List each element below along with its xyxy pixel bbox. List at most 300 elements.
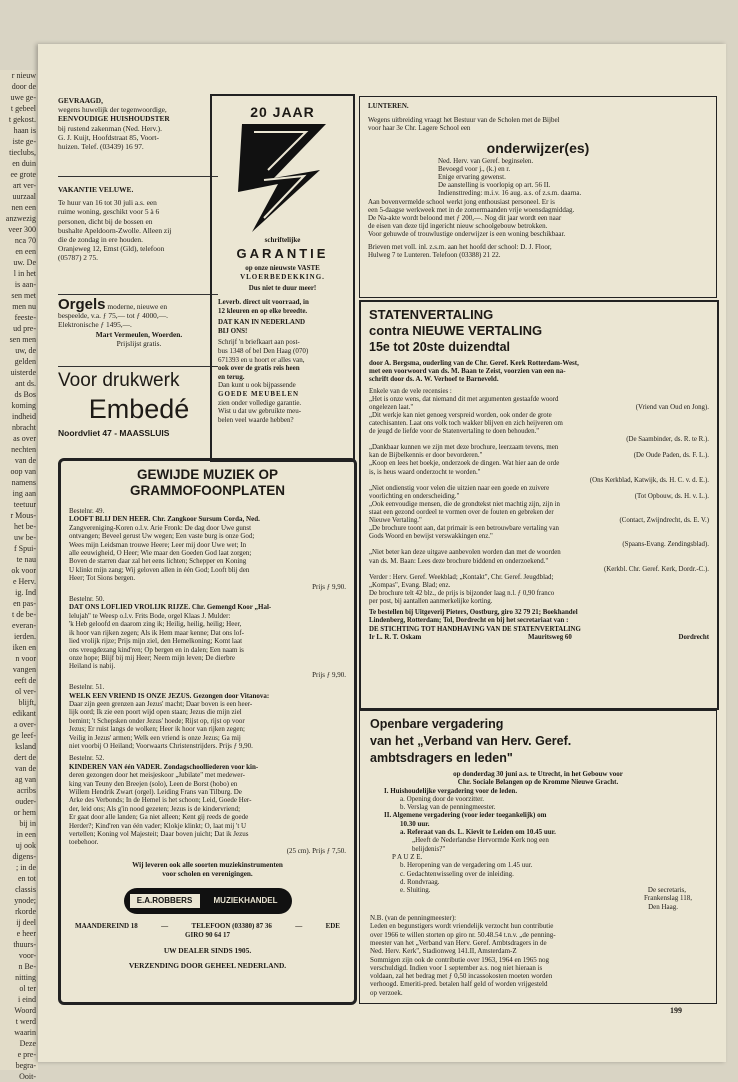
- ad-line: op donderdag 30 juni a.s. te Utrecht, in het Gebouw voor: [453, 770, 623, 778]
- ad-brand: Embedé: [88, 394, 190, 424]
- ad-statenvertaling: [359, 300, 719, 710]
- review-list: [369, 388, 709, 607]
- review-line: [369, 452, 709, 460]
- record-description-line: vertellen; Koning vol Majesteit; Daar boven juicht; Dat ik Jezus: [69, 830, 249, 839]
- strip-line: rkorde: [15, 907, 36, 916]
- strip-line: r nieuw: [11, 71, 36, 80]
- ad-line: Te bestellen bij Uitgeverij Pieters, Oostburg, giro 32 79 21; Boekhandel: [369, 609, 578, 617]
- robbers-logo: [124, 888, 292, 914]
- ad-line: Leverb. direct uit voorraad, in: [218, 298, 309, 306]
- strip-line: anzwezig: [5, 214, 36, 223]
- review-source: (Kerkbl. Chr. Geref. Kerk, Dordr.-C.).: [603, 565, 709, 573]
- record-description-line: Herder?; Kind'ren van één vader; Klokje klinkt; O, laat mij 't U: [69, 821, 247, 830]
- strip-line: ierden.: [14, 632, 36, 641]
- ad-line: Wist u dat uw gebruikte meu-: [218, 407, 302, 416]
- strip-line: begra-: [15, 1061, 36, 1070]
- note-line: Leden en begunstigers wordt vriendelijk verzocht hun contributie: [370, 922, 554, 931]
- ad-line: Brieven met voll. inl. z.s.m. aan het hoofd der school: D. J. Floor,: [368, 242, 552, 251]
- ad-huishoudster: [58, 96, 220, 151]
- order-number: Bestelnr. 50.: [69, 595, 105, 604]
- ad-big-word: Orgels: [58, 296, 106, 313]
- record-description-line: Arke des Verbonds; In de Hemel is het schoon; Leid, Goede Her-: [69, 796, 252, 805]
- strip-line: ynode;: [14, 896, 36, 905]
- ad-title: ambtsdragers en leden": [370, 751, 513, 765]
- giro: GIRO 90 64 17: [185, 930, 230, 939]
- review-text: „Ook eenvoudige mensen, die de grondtekst niet machtig zijn, zijn in: [369, 500, 560, 508]
- strip-line: ol ver-: [15, 687, 36, 696]
- strip-line: ee grote: [10, 170, 36, 179]
- record-description-line: der, leid ons; Als g'in nood gezeten; Jezus is de kindervriend;: [69, 804, 241, 813]
- review-line: [369, 574, 709, 582]
- ad-title: van het „Verband van Herv. Geref.: [370, 734, 572, 748]
- strip-line: ds Bos: [14, 390, 36, 399]
- page-number: 199: [670, 1006, 682, 1015]
- review-text: per post, bij aantallen aanmerkelijke korting.: [369, 598, 493, 606]
- strip-line: ud pre-: [13, 324, 36, 333]
- ad-line: een 5-daagse werkweek met in de zomermaanden vrije woensdagmiddag.: [368, 205, 575, 214]
- review-text: staat een gezond oordeel te vormen over de fouten en gebreken der: [369, 509, 554, 517]
- strip-line: oop van: [10, 467, 36, 476]
- ad-line: Voor gehuwde of trouwlustige onderwijzer is een woning beschikbaar.: [368, 230, 566, 239]
- strip-line: bij in: [19, 819, 36, 828]
- ad-line: a. Opening door de voorzitter.: [400, 794, 484, 803]
- order-number: Bestelnr. 52.: [69, 754, 105, 763]
- review-source: (Spaans-Evang. Zendingsblad).: [622, 541, 709, 549]
- ad-line: G. J. Kuijt, Hoofdstraat 85, Voort-: [58, 132, 159, 142]
- record-description-line: DAT ONS LOFLIED VROLIJK RIJZE. Chr. Gemengd Koor „Hal-: [69, 603, 272, 612]
- ad-line: Hulweg 7 te Lunteren. Telefoon (03388) 21 22.: [368, 250, 501, 259]
- review-text: de jeugd de liefde voor de Statenvertaling te doen behouden.": [369, 428, 540, 436]
- strip-line: ig. Ind: [15, 588, 36, 597]
- price: (25 cm). Prijs ƒ 7,50.: [286, 846, 346, 855]
- ad-line: d. Rondvraag.: [400, 877, 440, 886]
- ad-line: 671393 en u hoort er alles van,: [218, 355, 305, 364]
- ad-line: (05787) 2 75.: [58, 253, 99, 263]
- strip-line: n voor: [15, 654, 36, 663]
- strip-line: namens: [11, 478, 36, 487]
- strip-line: e pre-: [17, 1050, 36, 1059]
- ad-title: contra NIEUWE VERTALING: [369, 323, 543, 338]
- strip-line: vangen: [12, 665, 36, 674]
- record-description-line: lijk oord; Ik zie een poort wijd open staan; Jezus die mijn ziel: [69, 708, 242, 717]
- strip-line: gelden: [14, 357, 36, 366]
- review-text: Gods Woord en bewijst verswakkingen enz.": [369, 533, 493, 541]
- ad-line: voor haar 3e Chr. Lagere School een: [368, 124, 471, 133]
- strip-line: ok voor: [11, 566, 36, 575]
- contact-name: Ir L. R. T. Oskam: [369, 633, 422, 641]
- record-description-line: Willem Hendrik Zwart (orgel). Leiding Frans van Tilburg. De: [69, 788, 242, 796]
- strip-line: art ver-: [12, 181, 36, 190]
- strip-line: men nu: [12, 302, 36, 311]
- review-line: [369, 517, 709, 525]
- review-line: [369, 404, 709, 412]
- strip-line: uw. De: [13, 258, 36, 267]
- ad-line: Dus niet te duur meer!: [248, 284, 317, 293]
- ad-title: LUNTEREN.: [368, 102, 409, 110]
- review-text: „Dit werkje kan niet genoeg verspreid worden, ook onder de grote: [369, 411, 552, 419]
- ad-line: DE STICHTING TOT HANDHAVING VAN DE STATENVERTALING: [369, 625, 581, 633]
- ad-vakantie: [58, 185, 220, 263]
- ad-line: Wegens uitbreiding vraagt het Bestuur van de Scholen met de Bijbel: [368, 116, 560, 125]
- ad-line: door A. Bergsma, ouderling van de Chr. Geref. Kerk Rotterdam-West,: [369, 359, 579, 367]
- record-description-line: Jezus; Er ruist langs de wolken; Heer ik hoor van rijken zegen;: [69, 725, 245, 734]
- ad-line: b. Verslag van de penningmeester.: [400, 803, 496, 812]
- strip-line: l in het: [13, 269, 36, 278]
- strip-line: i eind: [18, 995, 36, 1004]
- ad-line: huizen. Telef. (03439) 16 97.: [58, 142, 144, 152]
- ad-line: bushalte Apeldoorn-Zwolle. Alleen zij: [58, 225, 172, 235]
- ad-address: Noordvliet 47 - MAASSLUIS: [58, 428, 170, 438]
- strip-line: iste ge-: [12, 137, 36, 146]
- record-description-line: lelujah" te Weesp o.l.v. Frits Bode, orgel Klaas J. Mulder:: [69, 611, 231, 620]
- ad-orgels: [58, 296, 220, 348]
- review-line: [369, 477, 709, 485]
- ad-line: e. Sluiting.: [400, 886, 431, 895]
- lightning-bolt-icon: [234, 122, 332, 234]
- record-description-line: KINDEREN VAN één VADER. Zondagschoolliederen voor kin-: [69, 762, 259, 771]
- review-text: „Kompas", Evang. Blad; enz.: [369, 581, 451, 589]
- ad-line: UW DEALER SINDS 1905.: [163, 946, 252, 956]
- contact-address: Mauritsweg 60: [527, 633, 572, 641]
- strip-line: nitting: [15, 973, 36, 982]
- ad-line: Aan bovenvermelde school werkt jong enthousiast personeel. Er is: [368, 197, 555, 206]
- review-source: (Contact, Zwijndrecht, ds. E. V.): [619, 517, 709, 525]
- review-line: [369, 549, 709, 557]
- divider: [58, 294, 218, 295]
- review-line: [369, 444, 709, 452]
- note-line: Ned. Herv. Kerk", Stadionweg 141.II, Amsterdam-Z: [370, 947, 517, 956]
- record-description-line: deren gezongen door het meisjeskoor „Jubilate" met medewer-: [69, 771, 245, 780]
- review-source: (Ons Kerkblad, Katwijk, ds. H. C. v. d. E.).: [589, 476, 709, 484]
- review-line: [369, 566, 709, 574]
- ad-line: 10.30 uur.: [400, 819, 430, 828]
- review-text: voorlichting en onderscheiding.": [369, 492, 460, 500]
- record-description-line: king van Teuny den Breejen (solo), Leen de Borst (hobo) en: [69, 779, 238, 788]
- strip-line: thuurs-: [13, 940, 36, 949]
- ad-line: VLOERBEDEKKING.: [240, 272, 325, 281]
- price: Prijs ƒ 9,90.: [312, 670, 346, 679]
- record-description-line: ik hoor van rijken zegen; Als ik Hem maar kenne; Dat ons lof-: [69, 628, 244, 637]
- note-line: Sommigen zijn ook de contributie over 1963, 1964 en 1965 nog: [370, 955, 550, 964]
- record-description-line: Zangvereniging-Koren o.l.v. Arie Fronk: De dag door Uwe gunst: [69, 523, 252, 532]
- divider: [58, 366, 218, 367]
- review-line: [369, 460, 709, 468]
- city: EDE: [325, 921, 340, 930]
- ad-line: wegens huwelijk der tegenwoordige,: [58, 105, 167, 115]
- ad-line: en terug.: [218, 372, 245, 381]
- ad-line: Dan kunt u ook bijpassende: [218, 381, 296, 390]
- strip-line: as over: [13, 434, 36, 443]
- review-line: [369, 558, 709, 566]
- strip-line: t gebeel: [10, 104, 36, 113]
- strip-line: eeft de: [14, 676, 36, 685]
- strip-line: en een: [15, 247, 36, 256]
- review-line: [369, 501, 709, 509]
- record-description-line: niet voorbij O Heiland; Voorwaarts Christenstrijders. Prijs ƒ 9,90.: [69, 741, 253, 750]
- strip-line: or hem: [13, 808, 36, 817]
- ad-line: 12 kleuren en op elke breedte.: [218, 306, 308, 315]
- strip-line: digens-: [12, 852, 36, 861]
- strip-line: classis: [15, 885, 36, 894]
- strip-line: haan is: [13, 126, 36, 135]
- ad-line: Wij leveren ook alle soorten muziekinstrumenten: [132, 861, 283, 870]
- strip-line: everan-: [12, 621, 36, 630]
- note-line: verhoogd. Emeriti-pred. betalen half geld of worden vrijgesteld: [370, 980, 548, 989]
- strip-line: het be-: [14, 522, 36, 531]
- adjacent-page-strip: [0, 70, 38, 1081]
- ad-line: belijdenis?": [412, 844, 446, 853]
- review-line: [369, 469, 709, 477]
- ad-line: „Heeft de Nederlandse Hervormde Kerk nog een: [412, 836, 549, 845]
- review-text: „Dankbaar kunnen we zijn met deze brochure, leerzaam tevens, men: [369, 444, 559, 452]
- strip-line: ing aan: [12, 489, 36, 498]
- ad-line: op onze nieuwste VASTE: [245, 264, 320, 272]
- strip-line: uisterde: [10, 368, 36, 377]
- strip-line: koming: [11, 401, 36, 410]
- strip-line: voor-: [18, 951, 36, 960]
- strip-line: sen men: [9, 335, 36, 344]
- review-line: [369, 485, 709, 493]
- record-description-line: onze hope; Blijf bij mij Heer; Neem mijn leven; De dierbre: [69, 653, 236, 662]
- review-line: [369, 509, 709, 517]
- record-item: [69, 683, 346, 750]
- strip-line: nbracht: [12, 423, 36, 432]
- ad-line: Chr. Sociale Belangen op de Kromme Nieuwe Gracht.: [457, 778, 619, 787]
- review-line: [369, 590, 709, 598]
- ad-line: EENVOUDIGE HUISHOUDSTER: [58, 114, 170, 124]
- strip-line: ant ds.: [15, 379, 36, 388]
- ad-line: Elektronische ƒ 1495,—.: [58, 320, 132, 330]
- strip-line: uw be-: [14, 533, 36, 542]
- strip-line: feeste-: [14, 313, 36, 322]
- strip-line: door de: [11, 82, 36, 91]
- ad-line: belen veel waarde hebben?: [218, 415, 294, 424]
- ad-line: moderne, nieuwe en: [105, 302, 168, 311]
- ad-line: bus 1348 of bel Den Haag (070): [218, 346, 309, 355]
- ad-vloerbedekking: [210, 94, 355, 462]
- contact-city: Dordrecht: [678, 633, 709, 641]
- strip-line: uurzaal: [12, 192, 36, 201]
- strip-line: waarin: [14, 1028, 36, 1037]
- strip-line: ksland: [15, 742, 36, 751]
- ad-line: N.B. (van de penningmeester):: [370, 914, 457, 923]
- logo-text: E.A.ROBBERS: [130, 894, 200, 908]
- review-text: Verder : Herv. Geref. Weekblad; „Kontakt", Chr. Geref. Jeugdblad;: [369, 573, 554, 581]
- record-description-line: Heiland is nabij.: [69, 662, 116, 671]
- strip-line: Ooit-: [19, 1072, 36, 1081]
- ad-garantie: GARANTIE: [236, 246, 329, 261]
- strip-line: t de be-: [12, 610, 36, 619]
- strip-line: te nau: [16, 555, 36, 564]
- ad-line: voor scholen en verenigingen.: [162, 870, 253, 879]
- record-item: [69, 595, 346, 679]
- strip-line: is aan-: [14, 280, 36, 289]
- strip-line: Deze: [19, 1039, 36, 1048]
- ad-heading: onderwijzer(es): [486, 139, 590, 156]
- review-line: [369, 493, 709, 501]
- ad-drukwerk: [58, 370, 220, 438]
- strip-line: uj ook: [15, 841, 36, 850]
- note-line: meester van het „Verband van Herv. Geref. Ambtsdragers in de: [370, 938, 547, 947]
- newspaper-page: [38, 44, 726, 1062]
- review-text: De brochure telt 42 blz., de prijs is bijzonder laag n.l. ƒ 0,90 franco: [369, 589, 555, 597]
- ad-line: bespeelde, v.a. ƒ 75,— tot ƒ 4000,—.: [58, 311, 168, 321]
- divider: [58, 176, 218, 177]
- review-text: „Niet beter kan deze uitgave aanbevolen worden dan met de woorden: [369, 549, 561, 557]
- review-line: [369, 541, 709, 549]
- ad-line: zien onder volledige garantie.: [218, 398, 302, 407]
- ad-line: Ned. Herv. van Geref. beginselen.: [438, 156, 534, 165]
- note-line: op verzoek.: [370, 988, 403, 997]
- review-text: kan de Bijbelkennis er door bevorderen.": [369, 452, 483, 460]
- strip-line: ij deel: [16, 918, 36, 927]
- ad-title: VAKANTIE VELUWE.: [58, 185, 134, 194]
- strip-line: e heer: [16, 929, 36, 938]
- review-text: „Het is onze wens, dat niemand dit met argumenten gestaafde woord: [369, 395, 559, 403]
- strip-line: t gekost.: [8, 115, 36, 124]
- record-description-line: LOOFT BLIJ DEN HEER. Chr. Zangkoor Sursum Corda, Ned.: [69, 515, 260, 524]
- review-text: is, is heus waard onderzocht te worden.": [369, 468, 481, 476]
- strip-line: ag van: [14, 775, 36, 784]
- ad-title: Openbare vergadering: [370, 717, 504, 731]
- strip-line: uwe ge-: [10, 93, 36, 102]
- ad-line: ook over de gratis reis heen: [218, 364, 300, 373]
- record-item: [69, 507, 346, 591]
- ad-subtitle: schriftelijke: [264, 236, 301, 244]
- ad-line: BIJ ONS!: [218, 326, 248, 335]
- ad-line: de eisen van deze tijd ingericht nieuw schoolgebouw betrokken.: [368, 222, 548, 231]
- review-source: (De Saambinder, ds. R. te R.).: [626, 436, 709, 444]
- review-text: van ds. M. Baan: Lees deze brochure biddend en onderzoekend.": [369, 557, 549, 565]
- record-description-line: alle eeuwigheid, O Heer; Wie maar den Goeden God laat zorgen;: [69, 549, 252, 558]
- strip-line: ouder-: [15, 797, 36, 806]
- review-line: [369, 388, 709, 396]
- ad-line: a. Referaat van ds. L. Kievit te Leiden om 10.45 uur.: [400, 828, 556, 837]
- ad-line: Prijslijst gratis.: [116, 338, 162, 348]
- strip-line: tieclubs,: [9, 148, 36, 157]
- strip-line: blijft,: [18, 698, 36, 707]
- ad-line: VERZENDING DOOR GEHEEL NEDERLAND.: [128, 961, 287, 971]
- secretary-city: Den Haag.: [648, 902, 678, 911]
- strip-line: ol ter: [19, 984, 36, 993]
- strip-line: ; in de: [16, 863, 36, 872]
- strip-line: en duin: [12, 159, 36, 168]
- ad-line: Indiensttreding: m.i.v. 16 aug. a.s. of z.s.m. daarna.: [438, 189, 582, 198]
- ad-line: c. Gedachtenwisseling over de inleiding.: [400, 869, 514, 878]
- strip-line: in een: [16, 830, 36, 839]
- ad-lunteren: [359, 96, 717, 298]
- record-description-line: 'k Heb geloofd en daarom zing ik; Heilig, heilig, heilig; Heer,: [69, 620, 242, 629]
- secretary: De secretaris,: [647, 886, 686, 895]
- record-description-line: toebehoor.: [69, 838, 99, 847]
- review-line: [369, 582, 709, 590]
- record-description-line: ontvangen; Beveel gerust Uw wegen; Een vaste burg is onze God;: [69, 532, 255, 541]
- ad-title: 20 JAAR: [250, 104, 315, 120]
- review-line: [369, 533, 709, 541]
- ad-line: GOEDE MEUBELEN: [218, 389, 300, 398]
- strip-line: r Mous-: [10, 511, 36, 520]
- strip-line: e Herv.: [12, 577, 36, 586]
- ad-line: Mart Vermeulen, Woerden.: [95, 329, 183, 339]
- strip-line: uw, de: [15, 346, 36, 355]
- review-text: catechisanten. Laat ons volk toch wakker blijven en zich heijveren om: [369, 419, 563, 427]
- record-description-line: Heer; Tot Sions bergen.: [69, 574, 136, 583]
- ad-heading: Voor drukwerk: [58, 370, 180, 391]
- ad-line: bij rustend zakenman (Ned. Herv.).: [58, 123, 162, 133]
- strip-line: a over-: [13, 720, 36, 729]
- review-text: Nieuwe Vertaling.": [369, 517, 422, 525]
- review-line: [369, 525, 709, 533]
- review-text: „Niet ondienstig voor velen die uitzien naar een goede en zuivere: [369, 484, 550, 492]
- ad-line: I. Huishoudelijke vergadering voor de leden.: [384, 786, 518, 795]
- ad-line: De aanstelling is voorlopig op art. 56 II.: [438, 181, 551, 190]
- ad-vergadering: [359, 710, 717, 1004]
- review-line: [369, 420, 709, 428]
- ad-title: GEVRAAGD,: [58, 96, 103, 105]
- strip-line: t werd: [15, 1017, 36, 1026]
- review-text: Enkele van de vele recensies :: [369, 387, 452, 395]
- review-line: [369, 428, 709, 436]
- ad-line: schrift door ds. A. W. Verhoef te Barneveld.: [369, 375, 499, 384]
- record-description-line: Er gaat door alle landen; Ga niet alleen; Kent gij reeds de goede: [69, 813, 249, 822]
- review-source: (De Oude Paden, ds. F. L.).: [633, 452, 709, 460]
- review-text: ongelezen laat.": [369, 403, 414, 411]
- strip-line: iken en: [12, 643, 36, 652]
- ad-line: personen, dicht bij de bossen en: [58, 216, 153, 226]
- review-line: [369, 436, 709, 444]
- record-description-line: bemint; 't Schepsken onder Jezus' hoede; Rijst op, rijst op voor: [69, 716, 245, 725]
- record-description-line: WELK EEN VRIEND IS ONZE JEZUS. Gezongen door Vitanova:: [69, 691, 270, 700]
- strip-line: veer 300: [8, 225, 36, 234]
- ad-line: Te huur van 16 tot 30 juli a.s. een: [58, 198, 157, 208]
- secretary-address: Frankenslag 118,: [644, 894, 692, 903]
- record-description-line: ons vreugdezang kind'ren; Op bergen en in dalen; Een naam is: [69, 645, 244, 654]
- phone: TELEFOON (03380) 87 36: [191, 921, 272, 930]
- review-source: (Vriend van Oud en Jong).: [635, 403, 709, 411]
- strip-line: sen met: [11, 291, 36, 300]
- strip-line: f Spui-: [14, 544, 36, 553]
- note-line: verschuldigd. Indien voor 1 september a.s. nog niet hieraan is: [370, 963, 543, 972]
- strip-line: nechten: [11, 445, 36, 454]
- ad-title: 15e tot 20ste duizendtal: [369, 340, 511, 354]
- review-source: (Tot Opbouw, ds. H. v. L.).: [634, 492, 709, 500]
- strip-line: indheid: [12, 412, 36, 421]
- ad-line: ruime woning, geschikt voor 5 à 6: [58, 207, 160, 217]
- strip-line: teetuur: [13, 500, 36, 509]
- record-description-line: Daar zijn geen grenzen aan Jezus' macht; Daar boven is een heer-: [69, 699, 253, 708]
- ad-line: De Na-akte wordt beloond met ƒ 200,—. Nog dit jaar wordt een naar: [368, 214, 562, 223]
- ad-line: b. Heropening van de vergadering om 1.45 uur.: [400, 861, 533, 870]
- record-description-line: Wees mijn Leidsman trouwe Heere; Leer mij door Uwe wet; In: [69, 540, 247, 549]
- strip-line: nca 70: [14, 236, 36, 245]
- strip-line: ge leef-: [11, 731, 36, 740]
- strip-line: van de: [14, 764, 36, 773]
- review-text: „Koop en lees het boekje, onderzoek de dingen. Wat hier aan de orde: [369, 460, 560, 468]
- review-line: [369, 396, 709, 404]
- strip-line: Woord: [14, 1006, 36, 1015]
- ad-gewijde-muziek: GEWIJDE MUZIEK OP GRAMMOFOONPLATEN Bestelnr. 49. LOOFT BLIJ DEN HEER. Chr. Zangkoor Sursum Corda, Ned. Zangvereniging-Koren o.l.v. Arie Fronk: De dag door Uwe gunst ontvangen; Beveel gerust Uw wegen; Een vaste burg is onze God; Wees mijn Leidsman trouwe Heere; Leer mij door Uwe wet; In alle eeuwigheid, O Heer; Wie maar den Goeden God laat zorgen; Boven de starren daar zal het eens lichten; Schepper en Koning U klinkt mijn zang; Wij geloven allen in één God; Looft blij den Heer; Tot Sions bergen. Prijs ƒ 9,90. Bestelnr. 50. DAT ONS LOFLIED VROLIJK RIJZE. Chr. Gemengd Koor „Hal- lelujah" te Weesp o.l.v. Frits Bode, orgel Klaas J. Mulder: 'k Heb geloofd en daarom zing ik; Heilig, heilig, heilig; Heer, ik hoor van rijken zegen; Als ik Hem maar kenne; Dat ons lof- lied vrolijk rijze; Prijs mijn ziel, den Hemelkoning; Komt laat ons vreugdezang kind'ren; Op bergen en in dalen; Een naam is onze hope; Blijf bij mij Heer; Neem mijn leven; De dierbre Heiland is nabij. Prijs ƒ 9,90. Bestelnr. 51. WELK EEN VRIEND IS ONZE JEZUS. Gezongen door Vitanova: Daar zijn geen grenzen aan Jezus' macht; Daar boven is een heer- lijk oord; Ik zie een poort wijd open staan; Jezus die mijn ziel bemint; 't Schepsken onder Jezus' hoede; Rijst op, rijst op voor Jezus; Er ruist langs de wolken; Heer ik hoor van rijken zegen; Veilig in Jezus' armen; Welk een vriend is onze Jezus; Ga mij niet voorbij O Heiland; Voorwaarts Christenstrijders. Prijs ƒ 9,90. Bestelnr. 52. KINDEREN VAN één VADER. Zondagschoolliederen voor kin- deren gezongen door het meisjeskoor „Jubilate" met medewer- king van Teuny den Breejen (solo), Leen de Borst (hobo) en Willem Hendrik Zwart (orgel). Leiding Frans van Tilburg. De Arke des Verbonds; In de Hemel is het schoon; Leid, Goede Her- der, leid ons; Als g'in nood gezeten; Jezus is de kindervriend; Er gaat door alle landen; Ga niet alleen; Kent gij reeds de goede Herder?; Kind'ren van één vader; Klokje klinkt; O, laat mij 't U vertellen; Koning vol Majesteit; Daar boven juicht; Dat ik Jezus toebehoor. (25 cm). Prijs ƒ 7,50. Wij leveren ook alle soorten muziekinstrumenten voor scholen en verenigingen. E.A.ROBBERS MUZIEKHANDEL MAANDEREIND 18 — TELEFOON (03380) 87 36 — EDE GIRO 90 64 17 UW DEALER SINDS 1905. VERZENDING DOOR GEHEEL NEDERLAND.: [58, 458, 357, 1005]
- review-text: „De brochure toont aan, dat primair is een betrouwbare vertaling van: [369, 525, 559, 533]
- order-number: Bestelnr. 49.: [69, 507, 105, 515]
- record-description-line: U klinkt mijn zang; Wij geloven allen in één God; Looft blij den: [69, 565, 250, 574]
- ad-title: GEWIJDE MUZIEK OP: [136, 467, 278, 482]
- ad-line: Bevoegd voor j., (k.) en r.: [438, 164, 511, 173]
- ad-line: Enige ervaring gewenst.: [438, 173, 506, 182]
- record-description-line: Boven de starren daar zal het eens lichten; Schepper en Koning: [69, 557, 247, 566]
- note-line: voldaan, zal het bedrag met ƒ 0,50 incassokosten moeten worden: [370, 972, 553, 981]
- ad-line: die de zondag in ere houden.: [58, 235, 143, 245]
- strip-line: van de: [14, 456, 36, 465]
